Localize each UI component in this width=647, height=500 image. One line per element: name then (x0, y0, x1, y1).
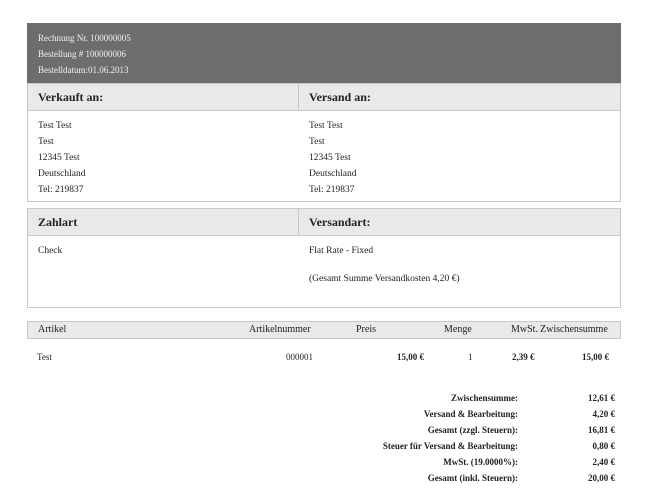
table-row (27, 351, 621, 367)
totals-label: Gesamt (inkl. Steuern): (427, 473, 518, 483)
sold-to-address (28, 111, 299, 201)
col-header-sku: Artikelnummer (249, 324, 311, 335)
ship-to-line: Test (309, 137, 325, 147)
totals-value: 16,81 € (588, 425, 615, 435)
totals-row (27, 473, 621, 489)
col-header-price: Preis (356, 324, 376, 335)
sold-to-line: Tel: 219837 (38, 185, 84, 195)
item-sku: 000001 (286, 352, 313, 362)
sold-to-line: Deutschland (38, 169, 86, 179)
address-box-header (28, 84, 620, 111)
totals-value: 2,40 € (592, 457, 615, 467)
payment-shipping-header (28, 209, 620, 236)
totals-value: 4,20 € (592, 409, 615, 419)
invoice-number: Rechnung Nr. 100000005 (38, 33, 131, 43)
items-table-header (27, 321, 621, 339)
order-date: Bestelldatum:01.06.2013 (38, 65, 129, 75)
totals-block (27, 393, 621, 489)
totals-row (27, 441, 621, 457)
ship-to-line: Tel: 219837 (309, 185, 355, 195)
sold-to-title: Verkauft an: (28, 84, 299, 110)
totals-value: 12,61 € (588, 393, 615, 403)
payment-title: Zahlart (28, 209, 299, 235)
ship-to-title: Versand an: (309, 90, 371, 104)
shipping-total-note: (Gesamt Summe Versandkosten 4,20 €) (309, 274, 460, 284)
invoice-page (27, 23, 621, 483)
shipping-method: Flat Rate - Fixed (309, 246, 374, 256)
item-subtotal: 15,00 € (582, 352, 609, 362)
item-price: 15,00 € (397, 352, 424, 362)
totals-row (27, 457, 621, 473)
totals-label: Steuer für Versand & Bearbeitung: (382, 441, 518, 451)
totals-value: 0,80 € (592, 441, 615, 451)
col-header-qty: Menge (444, 324, 472, 335)
payment-method: Check (38, 246, 63, 256)
totals-label: Versand & Bearbeitung: (423, 409, 518, 419)
sold-to-line: Test Test (38, 121, 72, 131)
totals-row (27, 425, 621, 441)
ship-to-line: 12345 Test (309, 153, 351, 163)
totals-label: Gesamt (zzgl. Steuern): (427, 425, 518, 435)
shipping-title: Versandart: (309, 215, 371, 229)
payment-shipping-body (28, 236, 620, 307)
ship-to-line: Deutschland (309, 169, 357, 179)
shipping-info (299, 236, 469, 307)
item-tax: 2,39 € (512, 352, 535, 362)
sold-to-line: Test (38, 137, 54, 147)
spacer (309, 259, 459, 271)
ship-to-line: Test Test (309, 121, 343, 131)
totals-row (27, 393, 621, 409)
sold-to-line: 12345 Test (38, 153, 80, 163)
col-header-product: Artikel (38, 324, 67, 335)
totals-value: 20,00 € (588, 473, 615, 483)
item-product: Test (37, 352, 52, 362)
totals-row (27, 409, 621, 425)
address-box-body (28, 111, 620, 201)
col-header-subtotal: Zwischensumme (540, 324, 608, 335)
col-header-tax: MwSt. (511, 324, 538, 335)
payment-shipping-box (27, 208, 621, 308)
totals-label: Zwischensumme: (451, 393, 518, 403)
invoice-header (27, 23, 621, 83)
item-qty: 1 (468, 352, 473, 362)
ship-to-address (299, 111, 367, 201)
totals-label: MwSt. (19.0000%): (443, 457, 518, 467)
address-box (27, 83, 621, 202)
order-number: Bestellung # 100000006 (38, 49, 126, 59)
